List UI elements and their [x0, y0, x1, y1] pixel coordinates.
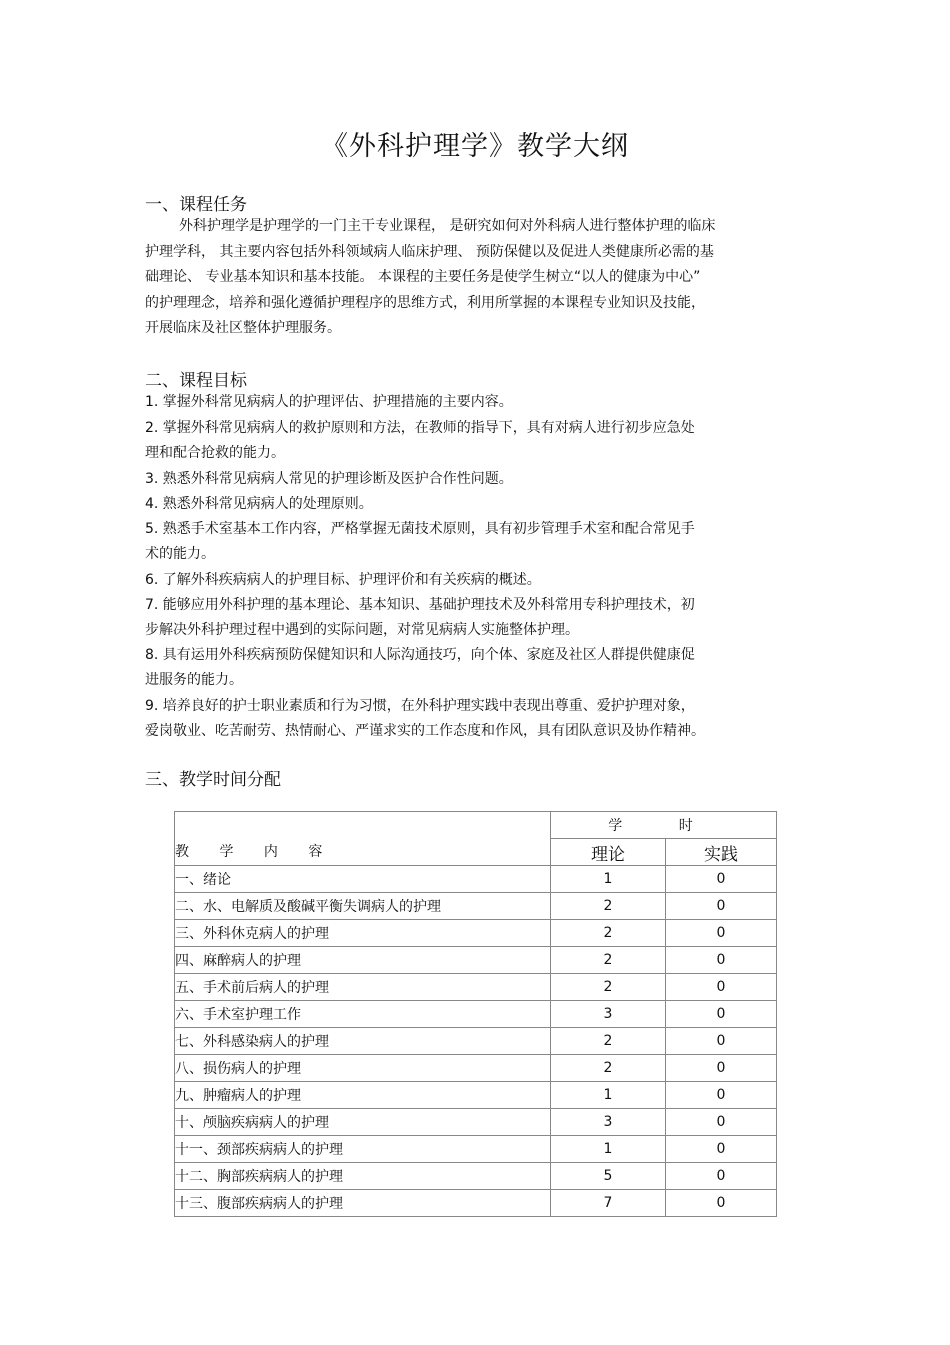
row-theory: 2: [551, 947, 666, 974]
row-content: 十二、胸部疾病病人的护理: [175, 1163, 551, 1190]
list-item: 进服务的能力。: [145, 672, 243, 688]
row-content: 五、手术前后病人的护理: [175, 974, 551, 1001]
row-content: 三、外科休克病人的护理: [175, 920, 551, 947]
section1-heading: 一、课程任务: [145, 195, 247, 215]
row-content: 一、绪论: [175, 866, 551, 893]
row-practice: 0: [666, 974, 777, 1001]
table-row: [175, 1190, 777, 1217]
section2-heading: 二、课程目标: [145, 371, 247, 391]
row-theory: 2: [551, 1028, 666, 1055]
section1-paragraph: [145, 214, 715, 342]
list-item: 6. 了解外科疾病病人的护理目标、护理评价和有关疾病的概述。: [145, 572, 541, 588]
practice-header: 实践: [666, 839, 777, 866]
row-practice: 0: [666, 920, 777, 947]
table-row: [175, 974, 777, 1001]
table-row: [175, 920, 777, 947]
row-theory: 1: [551, 1136, 666, 1163]
paragraph-line: 护理学科， 其主要内容包括外科领域病人临床护理、 预防保健以及促进人类健康所必需的基: [145, 243, 714, 260]
row-content: 八、损伤病人的护理: [175, 1055, 551, 1082]
row-theory: 2: [551, 974, 666, 1001]
table-row: [175, 893, 777, 920]
table-row: [175, 1136, 777, 1163]
row-practice: 0: [666, 1082, 777, 1109]
table-row: [175, 1001, 777, 1028]
row-theory: 1: [551, 1082, 666, 1109]
row-content: 六、手术室护理工作: [175, 1001, 551, 1028]
hours-header-label: 学 时: [608, 818, 719, 834]
row-practice: 0: [666, 1136, 777, 1163]
row-practice: 0: [666, 893, 777, 920]
row-theory: 1: [551, 866, 666, 893]
row-practice: 0: [666, 866, 777, 893]
row-theory: 2: [551, 893, 666, 920]
row-practice: 0: [666, 1163, 777, 1190]
table-row: [175, 1109, 777, 1136]
content-header: [175, 812, 551, 866]
table-row: [175, 1082, 777, 1109]
list-item: 7. 能够应用外科护理的基本理论、基本知识、基础护理技术及外科常用专科护理技术，初: [145, 597, 695, 613]
content-header-label: 教 学 内 容: [175, 844, 336, 860]
list-item: 术的能力。: [145, 546, 215, 562]
table-row: [175, 866, 777, 893]
table-row: [175, 1163, 777, 1190]
hours-table: [174, 811, 777, 1217]
paragraph-line: 开展临床及社区整体护理服务。: [145, 320, 341, 337]
list-item: 5. 熟悉手术室基本工作内容，严格掌握无菌技术原则，具有初步管理手术室和配合常见手: [145, 521, 695, 537]
row-theory: 2: [551, 1055, 666, 1082]
list-item: 1. 掌握外科常见病病人的护理评估、护理措施的主要内容。: [145, 394, 513, 410]
row-content: 二、水、电解质及酸碱平衡失调病人的护理: [175, 893, 551, 920]
table-row: [175, 1055, 777, 1082]
paragraph-line: 外科护理学是护理学的一门主干专业课程， 是研究如何对外科病人进行整体护理的临床: [179, 218, 716, 234]
section3-heading: 三、教学时间分配: [145, 770, 281, 790]
row-practice: 0: [666, 1190, 777, 1217]
list-item: 9. 培养良好的护士职业素质和行为习惯，在外科护理实践中表现出尊重、爱护护理对象，: [145, 698, 695, 714]
list-item: 2. 掌握外科常见病病人的救护原则和方法，在教师的指导下，具有对病人进行初步应急处: [145, 420, 695, 436]
table-header-row: [175, 812, 777, 839]
list-item: 步解决外科护理过程中遇到的实际问题，对常见病病人实施整体护理。: [145, 622, 579, 638]
row-content: 十、颅脑疾病病人的护理: [175, 1109, 551, 1136]
row-content: 四、麻醉病人的护理: [175, 947, 551, 974]
list-item: 3. 熟悉外科常见病病人常见的护理诊断及医护合作性问题。: [145, 471, 513, 487]
row-content: 七、外科感染病人的护理: [175, 1028, 551, 1055]
list-item: 4. 熟悉外科常见病病人的处理原则。: [145, 496, 373, 512]
list-item: 理和配合抢救的能力。: [145, 445, 285, 461]
row-practice: 0: [666, 1055, 777, 1082]
row-theory: 7: [551, 1190, 666, 1217]
row-content: 十一、颈部疾病病人的护理: [175, 1136, 551, 1163]
row-theory: 5: [551, 1163, 666, 1190]
row-theory: 3: [551, 1001, 666, 1028]
row-practice: 0: [666, 1001, 777, 1028]
row-content: 九、肿瘤病人的护理: [175, 1082, 551, 1109]
paragraph-line: 础理论、 专业基本知识和基本技能。 本课程的主要任务是使学生树立“以人的健康为中心”: [145, 269, 701, 286]
paragraph-line: 的护理理念，培养和强化遵循护理程序的思维方式，利用所掌握的本课程专业知识及技能，: [145, 294, 705, 311]
row-practice: 0: [666, 1109, 777, 1136]
row-practice: 0: [666, 947, 777, 974]
table-row: [175, 1028, 777, 1055]
list-item: 爱岗敬业、吃苦耐劳、热情耐心、严谨求实的工作态度和作风，具有团队意识及协作精神。: [145, 723, 705, 739]
list-item: 8. 具有运用外科疾病预防保健知识和人际沟通技巧，向个体、家庭及社区人群提供健康促: [145, 647, 695, 663]
row-content: 十三、腹部疾病病人的护理: [175, 1190, 551, 1217]
hours-header: [551, 812, 777, 839]
row-practice: 0: [666, 1028, 777, 1055]
table-row: [175, 947, 777, 974]
row-theory: 2: [551, 920, 666, 947]
row-theory: 3: [551, 1109, 666, 1136]
theory-header: 理论: [551, 839, 666, 866]
document-title: 《外科护理学》教学大纲: [321, 131, 629, 162]
